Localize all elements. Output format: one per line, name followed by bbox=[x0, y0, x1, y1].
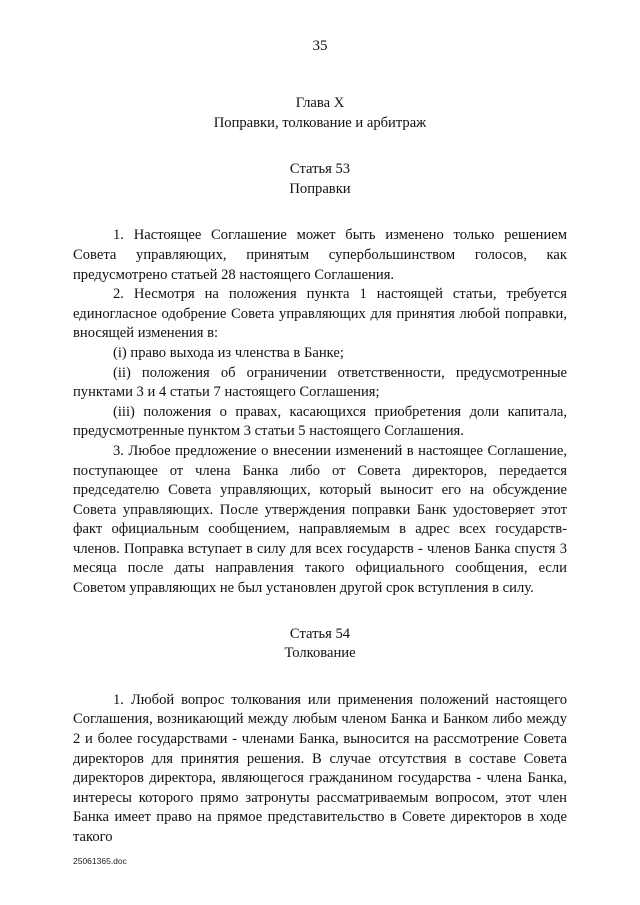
article-53-paragraph-2: 2. Несмотря на положения пункта 1 настоящей статьи, требуется единогласное одобрение Совета управляющих для принятия любой поправки, вносящей изменения в: bbox=[73, 286, 567, 342]
article-53-subtitle: Поправки bbox=[289, 180, 351, 197]
article-53-title: Статья 53 bbox=[289, 161, 351, 178]
chapter-title: Глава X bbox=[295, 95, 345, 111]
article-53-paragraph-1: 1. Настоящее Соглашение может быть изменено только решением Совета управляющих, принятым супербольшинством голосов, как предусмотрено статьей 28 настоящего Соглашения. bbox=[73, 227, 567, 283]
article-54-subtitle: Толкование bbox=[284, 645, 356, 662]
article-54-heading bbox=[73, 625, 567, 664]
article-54-paragraph-1: 1. Любой вопрос толкования или применения положений настоящего Соглашения, возникающий между любым членом Банка и Банком либо между 2 и более государствами - членами Банка, выносится на рассмотрение Совета директоров для принятия решения. В случае отсутствия в составе Совета директоров директора, являющегося гражданином государства - члена Банка, интересы которого прямо затронуты рассматриваемым вопросом, этот член Банка имеет право на прямое представительство в Совете директоров в ходе такого bbox=[73, 691, 567, 845]
footer-filename: 25061365.doc bbox=[73, 856, 127, 866]
article-54-title: Статья 54 bbox=[289, 625, 351, 642]
chapter-heading bbox=[73, 94, 567, 133]
document-body bbox=[73, 94, 567, 848]
article-53-item-iii: (iii) положения о правах, касающихся приобретения доли капитала, предусмотренные пунктом 3 статьи 5 настоящего Соглашения. bbox=[73, 403, 567, 440]
article-53-item-i: (i) право выхода из членства в Банке; bbox=[113, 344, 344, 361]
page-number: 35 bbox=[312, 38, 328, 54]
article-53-heading bbox=[73, 160, 567, 199]
chapter-subtitle: Поправки, толкование и арбитраж bbox=[213, 114, 427, 131]
article-53-item-ii: (ii) положения об ограничении ответственности, предусмотренные пунктами 3 и 4 статьи 7 настоящего Соглашения; bbox=[73, 364, 567, 401]
article-53-paragraph-3: 3. Любое предложение о внесении изменений в настоящее Соглашение, поступающее от члена Банка либо от Совета директоров, передается председателю Совета управляющих, который выносит его на обсуждение Совета управляющих. После утверждения поправки Банк удостоверяет этот факт официальным сообщением, направляемым в адрес всех государств-членов. Поправка вступает в силу для всех государств - членов Банка спустя 3 месяца после даты направления такого официального сообщения, если Советом управляющих не был установлен другой срок вступления в силу. bbox=[73, 442, 567, 597]
